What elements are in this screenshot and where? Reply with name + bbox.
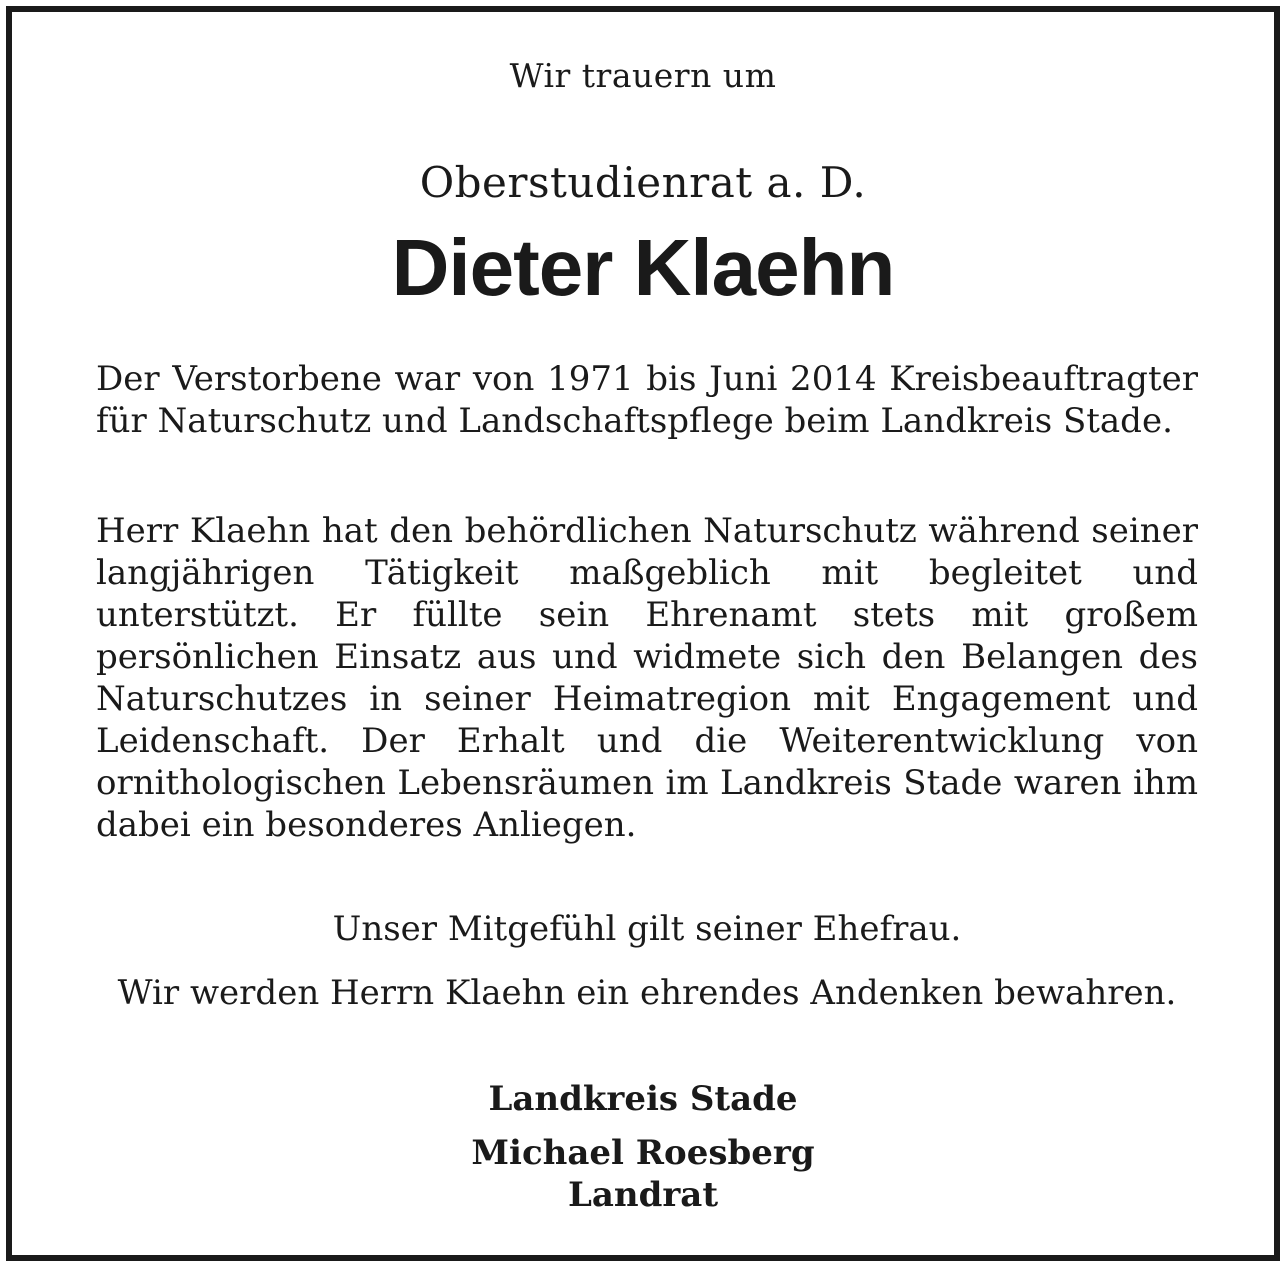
organization-name: Landkreis Stade [488, 1079, 798, 1119]
paragraph-tribute: Herr Klaehn hat den behördlichen Naturschutz während seiner langjährigen Tätigkeit maßgeblich mit begleitet und unterstützt. Er füllte sein Ehrenamt stets mit großem persönlichen Einsatz aus und widmete sich den Belangen des Naturschutzes in seiner Heimatregion mit Engagement und Leidenschaft. Der Erhalt und die Weiterentwicklung von ornithologischen Lebensräumen im Landkreis Stade waren ihm dabei ein besonderes Anliegen. [96, 511, 1198, 845]
obituary-notice [6, 6, 1280, 1261]
signatory-name: Michael Roesberg [471, 1133, 815, 1173]
intro-line: Wir trauern um [509, 56, 777, 95]
deceased-name: Dieter Klaehn [391, 223, 895, 312]
paragraph-career: Der Verstorbene war von 1971 bis Juni 2014 Kreisbeauftragter für Naturschutz und Landschaftspflege beim Landkreis Stade. [96, 359, 1198, 441]
condolence-line: Unser Mitgefühl gilt seiner Ehefrau. [332, 909, 962, 949]
remembrance-line: Wir werden Herrn Klaehn ein ehrendes Andenken bewahren. [117, 973, 1177, 1013]
signatory-role: Landrat [567, 1175, 719, 1215]
academic-title: Oberstudienrat a. D. [419, 158, 867, 207]
